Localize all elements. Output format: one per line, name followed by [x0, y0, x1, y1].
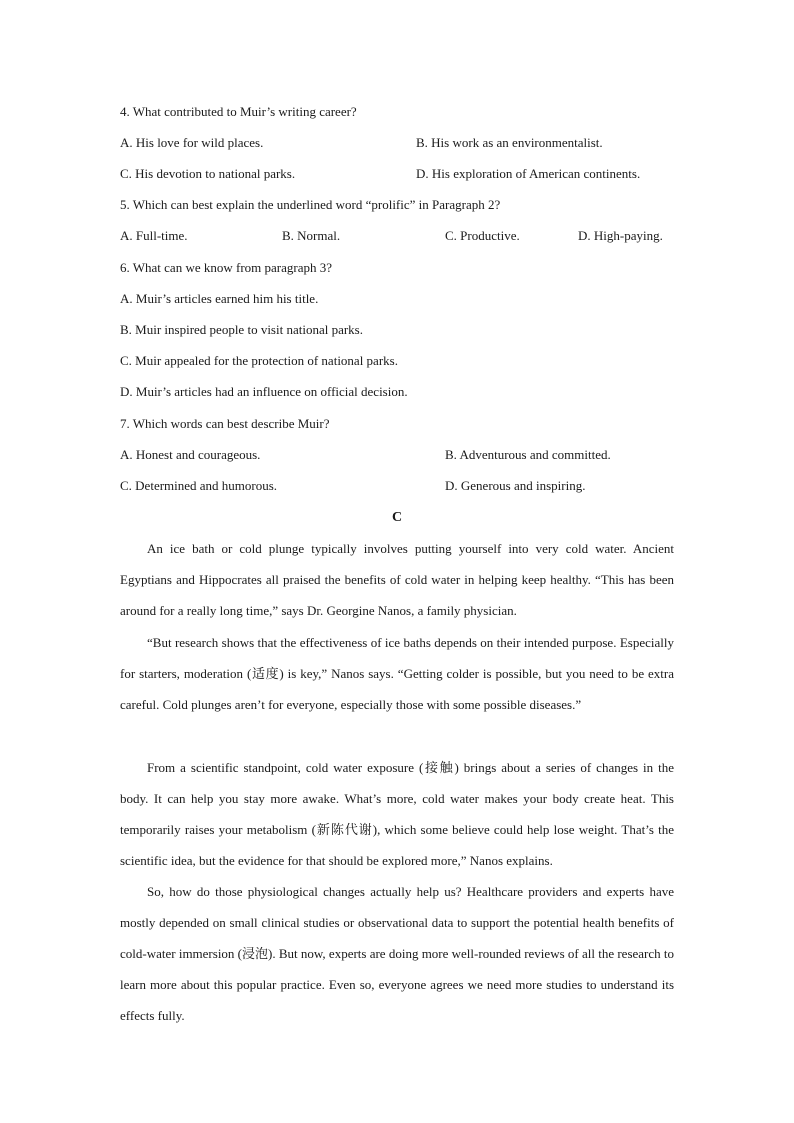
question-6-stem: 6. What can we know from paragraph 3? [120, 260, 333, 275]
question-6-option-b: B. Muir inspired people to visit national parks. [120, 322, 363, 337]
question-7-option-c: C. Determined and humorous. [120, 478, 278, 493]
question-6-option-c: C. Muir appealed for the protection of national parks. [120, 353, 398, 368]
question-7-option-d: D. Generous and inspiring. [445, 478, 586, 493]
paragraph-2: “But research shows that the effectiveness of ice baths depends on their intended purpose. Especially for starters, moderation (适度) is key,” Nanos says. “Getting colder is possible, but you need to be extra careful. Cold plunges aren’t for everyone, especially those with some possible diseases.” [120, 635, 674, 712]
question-7-option-b: B. Adventurous and committed. [445, 447, 611, 462]
question-4-stem: 4. What contributed to Muir’s writing career? [120, 104, 357, 119]
paragraph-4: So, how do those physiological changes actually help us? Healthcare providers and experts have mostly depended on small clinical studies or observational data to support the potential health benefits of cold-water immersion (浸泡). But now, experts are doing more well-rounded reviews of all the research to learn more about this popular practice. Even so, everyone agrees we need more studies to understand its effects fully. [120, 884, 675, 1023]
question-6-option-a: A. Muir’s articles earned him his title. [120, 291, 319, 306]
paragraph-3: From a scientific standpoint, cold water exposure (接触) brings about a series of changes in the body. It can help you stay more awake. What’s more, cold water makes your body create heat. This temporarily raises your metabolism (新陈代谢), which some believe could help lose weight. That’s the scientific idea, but the evidence for that should be explored more,” Nanos explains. [120, 760, 674, 868]
question-7-stem: 7. Which words can best describe Muir? [120, 416, 330, 431]
question-5-option-b: B. Normal. [282, 228, 341, 243]
question-4-option-a: A. His love for wild places. [120, 135, 264, 150]
question-4-option-b: B. His work as an environmentalist. [416, 135, 603, 150]
question-4-option-d: D. His exploration of American continents. [416, 166, 641, 181]
question-5-option-d: D. High-paying. [578, 228, 663, 243]
question-5-option-a: A. Full-time. [120, 228, 188, 243]
question-5-option-c: C. Productive. [445, 228, 520, 243]
question-6-option-d: D. Muir’s articles had an influence on official decision. [120, 384, 408, 399]
paragraph-1: An ice bath or cold plunge typically involves putting yourself into very cold water. Ancient Egyptians and Hippocrates all praised the benefits of cold water in helping keep healthy. “This has been around for a really long time,” says Dr. Georgine Nanos, a family physician. [120, 541, 674, 618]
question-5-stem: 5. Which can best explain the underlined word “prolific” in Paragraph 2? [120, 197, 501, 212]
question-4-option-c: C. His devotion to national parks. [120, 166, 296, 181]
section-heading: C [391, 510, 403, 525]
question-7-option-a: A. Honest and courageous. [120, 447, 261, 462]
